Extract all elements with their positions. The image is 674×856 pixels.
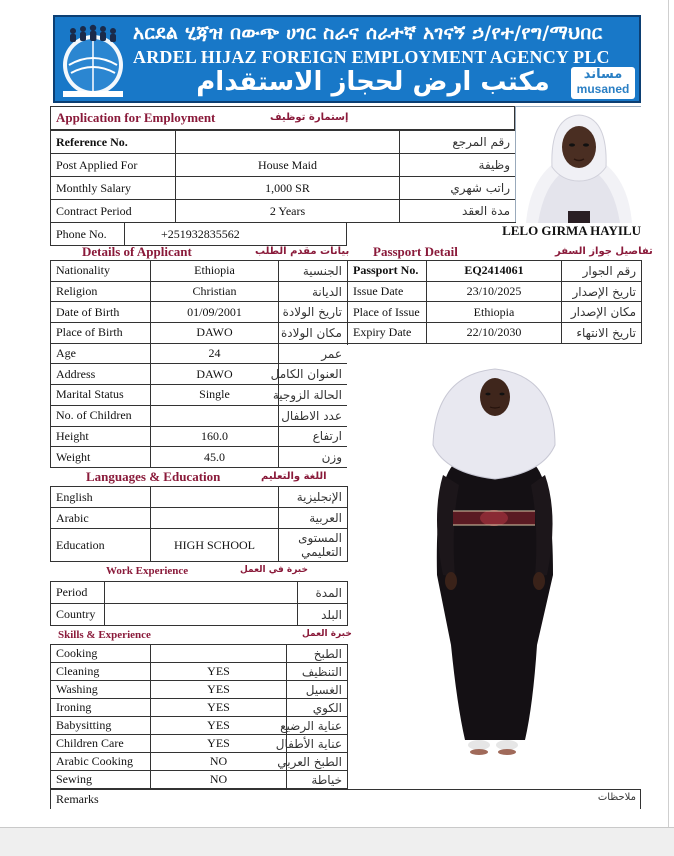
remarks-top-border (50, 789, 641, 790)
skills-title-arabic: خبرة العمل (302, 629, 352, 639)
skill-row-label: Arabic Cooking (51, 753, 151, 771)
details-row-label: Date of Birth (51, 302, 151, 323)
passport-row-value: Ethiopia (427, 302, 562, 323)
passport-row (348, 281, 642, 302)
details-row (51, 323, 348, 344)
details-row-value: 160.0 (151, 426, 279, 447)
experience-row-value (105, 582, 298, 604)
viewer-footer (0, 828, 674, 856)
skill-row-label: Cleaning (51, 663, 151, 681)
application-row-value (176, 131, 400, 154)
skill-row-value: NO (151, 753, 287, 771)
skill-row-arabic-label: الغسيل (287, 681, 348, 699)
skill-row-label: Sewing (51, 771, 151, 789)
details-row-label: Height (51, 426, 151, 447)
skill-row (51, 735, 348, 753)
skill-row (51, 681, 348, 699)
passport-row-value: 23/10/2025 (427, 281, 562, 302)
details-row (51, 385, 348, 406)
musaned-logo-english: musaned (576, 82, 630, 96)
application-row-arabic-label: مدة العقد (400, 200, 516, 223)
skills-title: Skills & Experience (58, 629, 151, 641)
application-row-value: 2 Years (176, 200, 400, 223)
skill-row-label: Cooking (51, 645, 151, 663)
skill-row (51, 645, 348, 663)
application-title: Application for Employment (56, 110, 216, 125)
details-row-value: 24 (151, 343, 279, 364)
application-row (51, 131, 516, 154)
skills-table (50, 644, 348, 789)
application-row-label: Contract Period (51, 200, 176, 223)
application-row-value: 1,000 SR (176, 177, 400, 200)
experience-row-arabic-label: البلد (298, 604, 348, 626)
details-row-label: Place of Birth (51, 323, 151, 344)
details-row-value (151, 405, 279, 426)
language-row-label: Education (51, 529, 151, 562)
application-row (51, 177, 516, 200)
passport-row (348, 302, 642, 323)
language-row-arabic-label: المستوى التعليمي (279, 529, 348, 562)
details-row-label: Weight (51, 447, 151, 468)
banner-amharic-name: አርደል ሂጃዝ በውጭ ሀገር ስራና ሰራተኛ አገናኝ ኃ/የተ/የግ/ማህበር (133, 22, 603, 44)
language-row (51, 529, 348, 562)
language-row-value: HIGH SCHOOL (151, 529, 279, 562)
phone-label: Phone No. (51, 223, 125, 246)
application-row (51, 154, 516, 177)
application-table (50, 130, 516, 223)
details-row-value: 01/09/2001 (151, 302, 279, 323)
skill-row-arabic-label: الكوي (287, 699, 348, 717)
banner-english-name: ARDEL HIJAZ FOREIGN EMPLOYMENT AGENCY PLC (133, 47, 610, 67)
skill-row-label: Washing (51, 681, 151, 699)
phone-table (50, 222, 347, 246)
skill-row-arabic-label: الطبخ العربي (287, 753, 348, 771)
details-row (51, 302, 348, 323)
experience-row-label: Period (51, 582, 105, 604)
experience-row (51, 582, 348, 604)
skill-row (51, 753, 348, 771)
skill-row-arabic-label: التنظيف (287, 663, 348, 681)
applicant-full-photo (347, 345, 641, 788)
details-row (51, 447, 348, 468)
details-row-arabic-label: عدد الاطفال (279, 405, 348, 426)
musaned-logo (571, 67, 635, 99)
experience-row (51, 604, 348, 626)
passport-title: Passport Detail (373, 244, 458, 259)
banner-arabic-name: مكتب ارض لحجاز الاستقدام (196, 67, 550, 97)
skill-row-label: Ironing (51, 699, 151, 717)
details-row-label: Age (51, 343, 151, 364)
skill-row (51, 699, 348, 717)
passport-row (348, 261, 642, 282)
applicant-name: LELO GIRMA HAYILU (502, 223, 641, 238)
details-row (51, 405, 348, 426)
skill-row-value: YES (151, 717, 287, 735)
skill-row-value (151, 645, 287, 663)
passport-row-label: Expiry Date (348, 323, 427, 344)
passport-row-label: Place of Issue (348, 302, 427, 323)
details-row-arabic-label: مكان الولادة (279, 323, 348, 344)
details-row-label: No. of Children (51, 405, 151, 426)
passport-row-arabic-label: رقم الجوار (562, 261, 642, 282)
language-row-value (151, 508, 279, 529)
passport-row-label: Passport No. (348, 261, 427, 282)
application-row (51, 200, 516, 223)
details-row-value: 45.0 (151, 447, 279, 468)
application-row-arabic-label: راتب شهري (400, 177, 516, 200)
details-title-arabic: بيانات مقدم الطلب (255, 246, 350, 257)
phone-value: +251932835562 (125, 223, 347, 246)
details-row (51, 364, 348, 385)
application-row-arabic-label: رقم المرجع (400, 131, 516, 154)
experience-title-arabic: خبرة في العمل (240, 565, 308, 575)
agency-logo-icon (59, 21, 127, 99)
skill-row-arabic-label: خياطة (287, 771, 348, 789)
passport-row-value: 22/10/2030 (427, 323, 562, 344)
skill-row (51, 717, 348, 735)
applicant-head-photo (515, 106, 641, 222)
details-row (51, 281, 348, 302)
experience-table (50, 581, 348, 626)
languages-table (50, 486, 348, 562)
details-row-value: DAWO (151, 364, 279, 385)
details-row-label: Religion (51, 281, 151, 302)
remarks-right-border (640, 789, 641, 809)
passport-row-arabic-label: تاريخ الانتهاء (562, 323, 642, 344)
language-row-label: English (51, 487, 151, 508)
skill-row-arabic-label: عناية الرضيع (287, 717, 348, 735)
skill-row-value: YES (151, 699, 287, 717)
passport-table (347, 260, 642, 344)
language-row-value (151, 487, 279, 508)
passport-row-arabic-label: مكان الإصدار (562, 302, 642, 323)
application-row-arabic-label: وظيفة (400, 154, 516, 177)
portrait-photo-icon (516, 107, 642, 223)
remarks-label-arabic: ملاحظات (597, 792, 636, 803)
details-row-label: Marital Status (51, 385, 151, 406)
languages-title-arabic: اللغة والتعليم (261, 471, 327, 482)
details-row-arabic-label: وزن (279, 447, 348, 468)
skill-row-value: YES (151, 663, 287, 681)
language-row-label: Arabic (51, 508, 151, 529)
language-row (51, 508, 348, 529)
application-title-arabic: إستمارة توظيف (270, 112, 349, 123)
skill-row-arabic-label: الطبخ (287, 645, 348, 663)
application-row-label: Post Applied For (51, 154, 176, 177)
experience-title: Work Experience (106, 565, 189, 577)
phone-row (51, 223, 347, 246)
details-row-label: Address (51, 364, 151, 385)
details-row-arabic-label: ارتفاع (279, 426, 348, 447)
details-row (51, 261, 348, 282)
skill-row-arabic-label: عناية الأطفال (287, 735, 348, 753)
skill-row (51, 771, 348, 789)
skill-row-value: YES (151, 681, 287, 699)
full-body-photo-icon (347, 345, 641, 788)
passport-row (348, 323, 642, 344)
details-table (50, 260, 348, 468)
skill-row (51, 663, 348, 681)
details-row (51, 426, 348, 447)
details-row-value: Single (151, 385, 279, 406)
languages-title: Languages & Education (86, 469, 221, 484)
details-row-arabic-label: الجنسية (279, 261, 348, 282)
skill-row-label: Children Care (51, 735, 151, 753)
language-row (51, 487, 348, 508)
details-row-value: Christian (151, 281, 279, 302)
application-row-value: House Maid (176, 154, 400, 177)
details-row-value: DAWO (151, 323, 279, 344)
details-row-label: Nationality (51, 261, 151, 282)
application-row-label: Reference No. (51, 131, 176, 154)
details-row-arabic-label: تاريخ الولادة (279, 302, 348, 323)
details-row (51, 343, 348, 364)
remarks-label: Remarks (56, 792, 99, 806)
skill-row-value: NO (151, 771, 287, 789)
passport-row-value: EQ2414061 (427, 261, 562, 282)
language-row-arabic-label: الإنجليزية (279, 487, 348, 508)
musaned-logo-arabic: مساند (583, 67, 623, 82)
details-row-arabic-label: الحالة الزوجية (279, 385, 348, 406)
passport-row-label: Issue Date (348, 281, 427, 302)
details-row-arabic-label: عمر (279, 343, 348, 364)
language-row-arabic-label: العربية (279, 508, 348, 529)
experience-row-label: Country (51, 604, 105, 626)
application-row-label: Monthly Salary (51, 177, 176, 200)
remarks-left-border (50, 789, 51, 809)
passport-row-arabic-label: تاريخ الإصدار (562, 281, 642, 302)
details-row-value: Ethiopia (151, 261, 279, 282)
page-right-edge (668, 0, 669, 828)
passport-title-arabic: تفاصيل جواز السفر (555, 246, 653, 257)
details-row-arabic-label: العنوان الكامل (279, 364, 348, 385)
experience-row-arabic-label: المدة (298, 582, 348, 604)
skill-row-label: Babysitting (51, 717, 151, 735)
skill-row-value: YES (151, 735, 287, 753)
details-title: Details of Applicant (82, 244, 192, 259)
experience-row-value (105, 604, 298, 626)
details-row-arabic-label: الديانة (279, 281, 348, 302)
agency-banner (53, 15, 641, 103)
